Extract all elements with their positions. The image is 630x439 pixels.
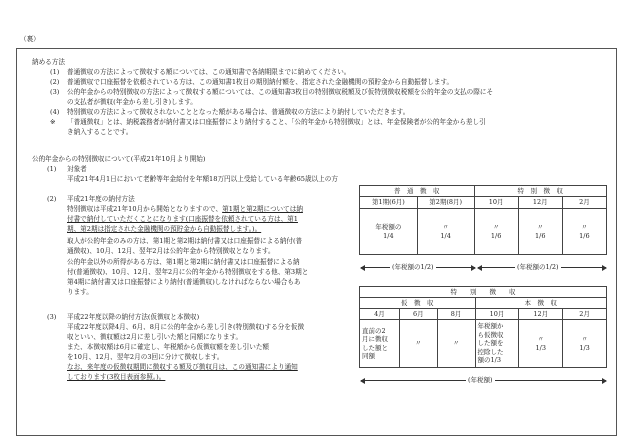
pay-item-text: 「普通徴収」とは、納税義務者が納付書又は口座振替により納付すること、「公的年金から特別徴収」とは、年金保険者が公的年金から差し引 [67,118,486,126]
s3-line-3: を10月、12月、翌年2月の3回に分けて徴収します。 [67,353,224,361]
special-heading: 公的年金からの特別徴収について(平成21年10月より開始) [32,155,206,163]
t2-cell-0: 直前の2 月に徴収 した額と 同額 [360,320,400,368]
t1-cell-3: 〃 1/6 [518,209,562,255]
s1-text: 平成21年4月1日において老齢等年金給付を年額18万円以上受給している年齢65歳以上の方 [67,175,338,183]
pay-item-text: 特別徴収の方法によって徴収されないこととなった額がある場合は、普通徴収の方法により納付していただきます。 [67,108,410,116]
t2-header-5: 2月 [563,309,607,320]
pay-item-text: の支払者が徴収(年金から差し引き)します。 [67,98,197,106]
t2-header-3: 10月 [475,309,519,320]
t1-header-1: 第2期(8月) [417,197,474,209]
pay-item-num: (1) [50,68,60,76]
s3-line-5: しております(3枚目表面参照。)。 [67,373,166,381]
table-hy21 [359,185,607,255]
t1-header-0: 第1期(6月) [360,197,418,209]
s3-line-4: なお、来年度の仮徴収期間に徴収する額及び徴収月は、この通知書により通知 [67,363,298,371]
t1-header-2: 10月 [474,197,518,209]
t2-arrow-label: (年税額) [468,376,493,384]
t2-header-4: 12月 [519,309,563,320]
t2-header-2: 8月 [437,309,475,320]
pay-item-num: (4) [50,108,60,116]
t1-arrow-normal-label: (年税額の1/2) [392,263,434,271]
t1-cell-0: 年税額の 1/4 [360,209,418,255]
pay-item-text: 普通徴収で口座振替を依頼されている方は、この通知書1枚目の期別納付額を、指定された金融機関の預貯金から自動振替します。 [67,78,454,86]
t2-cell-5: 〃 1/3 [563,320,607,368]
s3-title: 平成22年度以降の納付方法(仮徴収と本徴収) [67,313,200,321]
s2-line-0: 特別徴収は平成21年10月から開始となりますので、第1期と第2期については納 [67,205,303,213]
pay-item-text: き納入することです。 [67,128,133,136]
s2-line-3: 取人が公的年金のみの方は、第1期と第2期は納付書又は口座振替による納付(普 [67,237,303,245]
t2-cell-1: 〃 [399,320,437,368]
pay-item-text: 公的年金からの特別徴収の方法によって徴収する額については、この通知書3枚目の特別徴収税額及び仮特別徴収税額を公的年金の支払の際にそ [67,88,494,96]
back-side-mark: （裏） [20,35,40,43]
pay-item-num: (2) [50,78,60,86]
t2-cell-3: 年税額か ら仮徴収 した額を 控除した 額の1/3 [475,320,519,368]
pay-item-text: 普通徴収の方法によって徴収する額については、この通知書で各納期限までに納めてください。 [67,68,351,76]
s1-num: (1) [47,165,57,173]
t1-cell-1: 〃 1/4 [417,209,474,255]
t1-arrow-special-label: (年税額の1/2) [517,263,559,271]
s3-line-1: 収といい、徴収額は2月に差し引いた額と同額になります。 [67,333,243,341]
s3-num: (3) [47,313,57,321]
s1-title: 対象者 [67,165,87,173]
pay-item-num: (3) [50,88,60,96]
s2-line-7: 第4期に納付書又は口座振替により納付(普通徴収)しなければならない場合もあ [67,278,301,286]
table-hy22 [359,286,607,368]
t2-group-main: 本 徴 収 [475,298,606,309]
s2-line-8: ります。 [67,288,93,296]
t1-header-4: 2月 [562,197,606,209]
t1-cell-2: 〃 1/6 [474,209,518,255]
s3-line-2: また、本徴収額は6月に確定し、年税額から仮徴収額を差し引いた額 [67,343,270,351]
s2-num: (2) [47,195,57,203]
t2-group-top: 特 別 徴 収 [360,287,607,298]
s2-line-6: 付(普通徴収)、10月、12月、翌年2月に公的年金から特別徴収をする他、第3期と [67,268,309,276]
s3-line-0: 平成22年度以降4月、6月、8月に公的年金から差し引き(特別徴収)する分を仮徴 [67,323,305,331]
s2-line-1: 付書で納付していただくことになります(口座振替を依頼されている方は、第1 [67,215,298,223]
t1-header-3: 12月 [518,197,562,209]
t2-group-provisional: 仮 徴 収 [360,298,476,309]
t2-cell-4: 〃 1/3 [519,320,563,368]
s2-line-2: 期、第2期は指定された金融機関の預貯金から自動振替します。)。 [67,225,262,233]
t1-group-special: 特 別 徴 収 [474,186,606,197]
s2-title: 平成21年度の納付方法 [67,195,135,203]
s2-line-4: 通徴収)、10月、12月、翌年2月は公的年金から特別徴収となります。 [67,247,275,255]
s2-line-5: 公的年金以外の所得がある方は、第1期と第2期に納付書又は口座振替による納 [67,258,300,266]
pay-item-num: ※ [50,118,56,126]
t2-header-0: 4月 [360,309,400,320]
t1-cell-4: 〃 1/6 [562,209,606,255]
t2-cell-2: 〃 [437,320,475,368]
t1-group-normal: 普 通 徴 収 [360,186,475,197]
t2-header-1: 6月 [399,309,437,320]
pay-heading: 納める方法 [32,58,65,66]
